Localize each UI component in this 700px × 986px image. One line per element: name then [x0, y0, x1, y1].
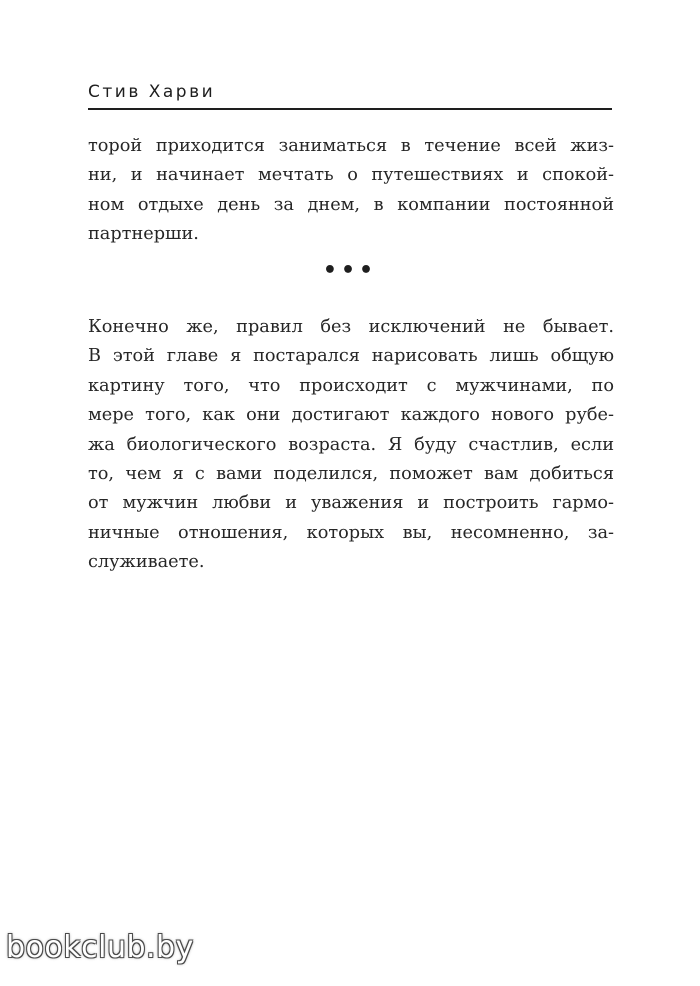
text-line: Конечно же, правил без исключений не бывает. — [88, 317, 614, 337]
text-line: ни, и начинает мечтать о путешествиях и спокой- — [88, 165, 614, 186]
section-separator: ••• — [322, 258, 378, 283]
text-line: картину того, что происходит с мужчинами, по — [88, 375, 614, 396]
text-line: от мужчин любви и уважения и построить гармо- — [88, 493, 614, 514]
text-line: ном отдыхе день за днем, в компании постоянной — [88, 194, 614, 215]
text-line: служиваете. — [88, 552, 205, 573]
text-line: партнерши. — [88, 224, 199, 245]
running-head-author: Стив Харви — [88, 82, 216, 102]
text-line: мере того, как они достигают каждого нового рубе- — [88, 405, 614, 426]
paragraph-2 — [88, 313, 614, 578]
header-rule — [88, 108, 612, 110]
paragraph-1 — [88, 132, 614, 250]
text-line: ничные отношения, которых вы, несомненно, за- — [88, 522, 614, 543]
text-line: то, чем я с вами поделился, поможет вам добиться — [88, 463, 614, 484]
watermark-logo: bookclub.by — [6, 930, 194, 965]
text-line: жа биологического возраста. Я буду счастлив, если — [88, 434, 614, 455]
text-line: торой приходится заниматься в течение всей жиз- — [88, 136, 614, 156]
text-line: В этой главе я постарался нарисовать лишь общую — [88, 346, 614, 367]
